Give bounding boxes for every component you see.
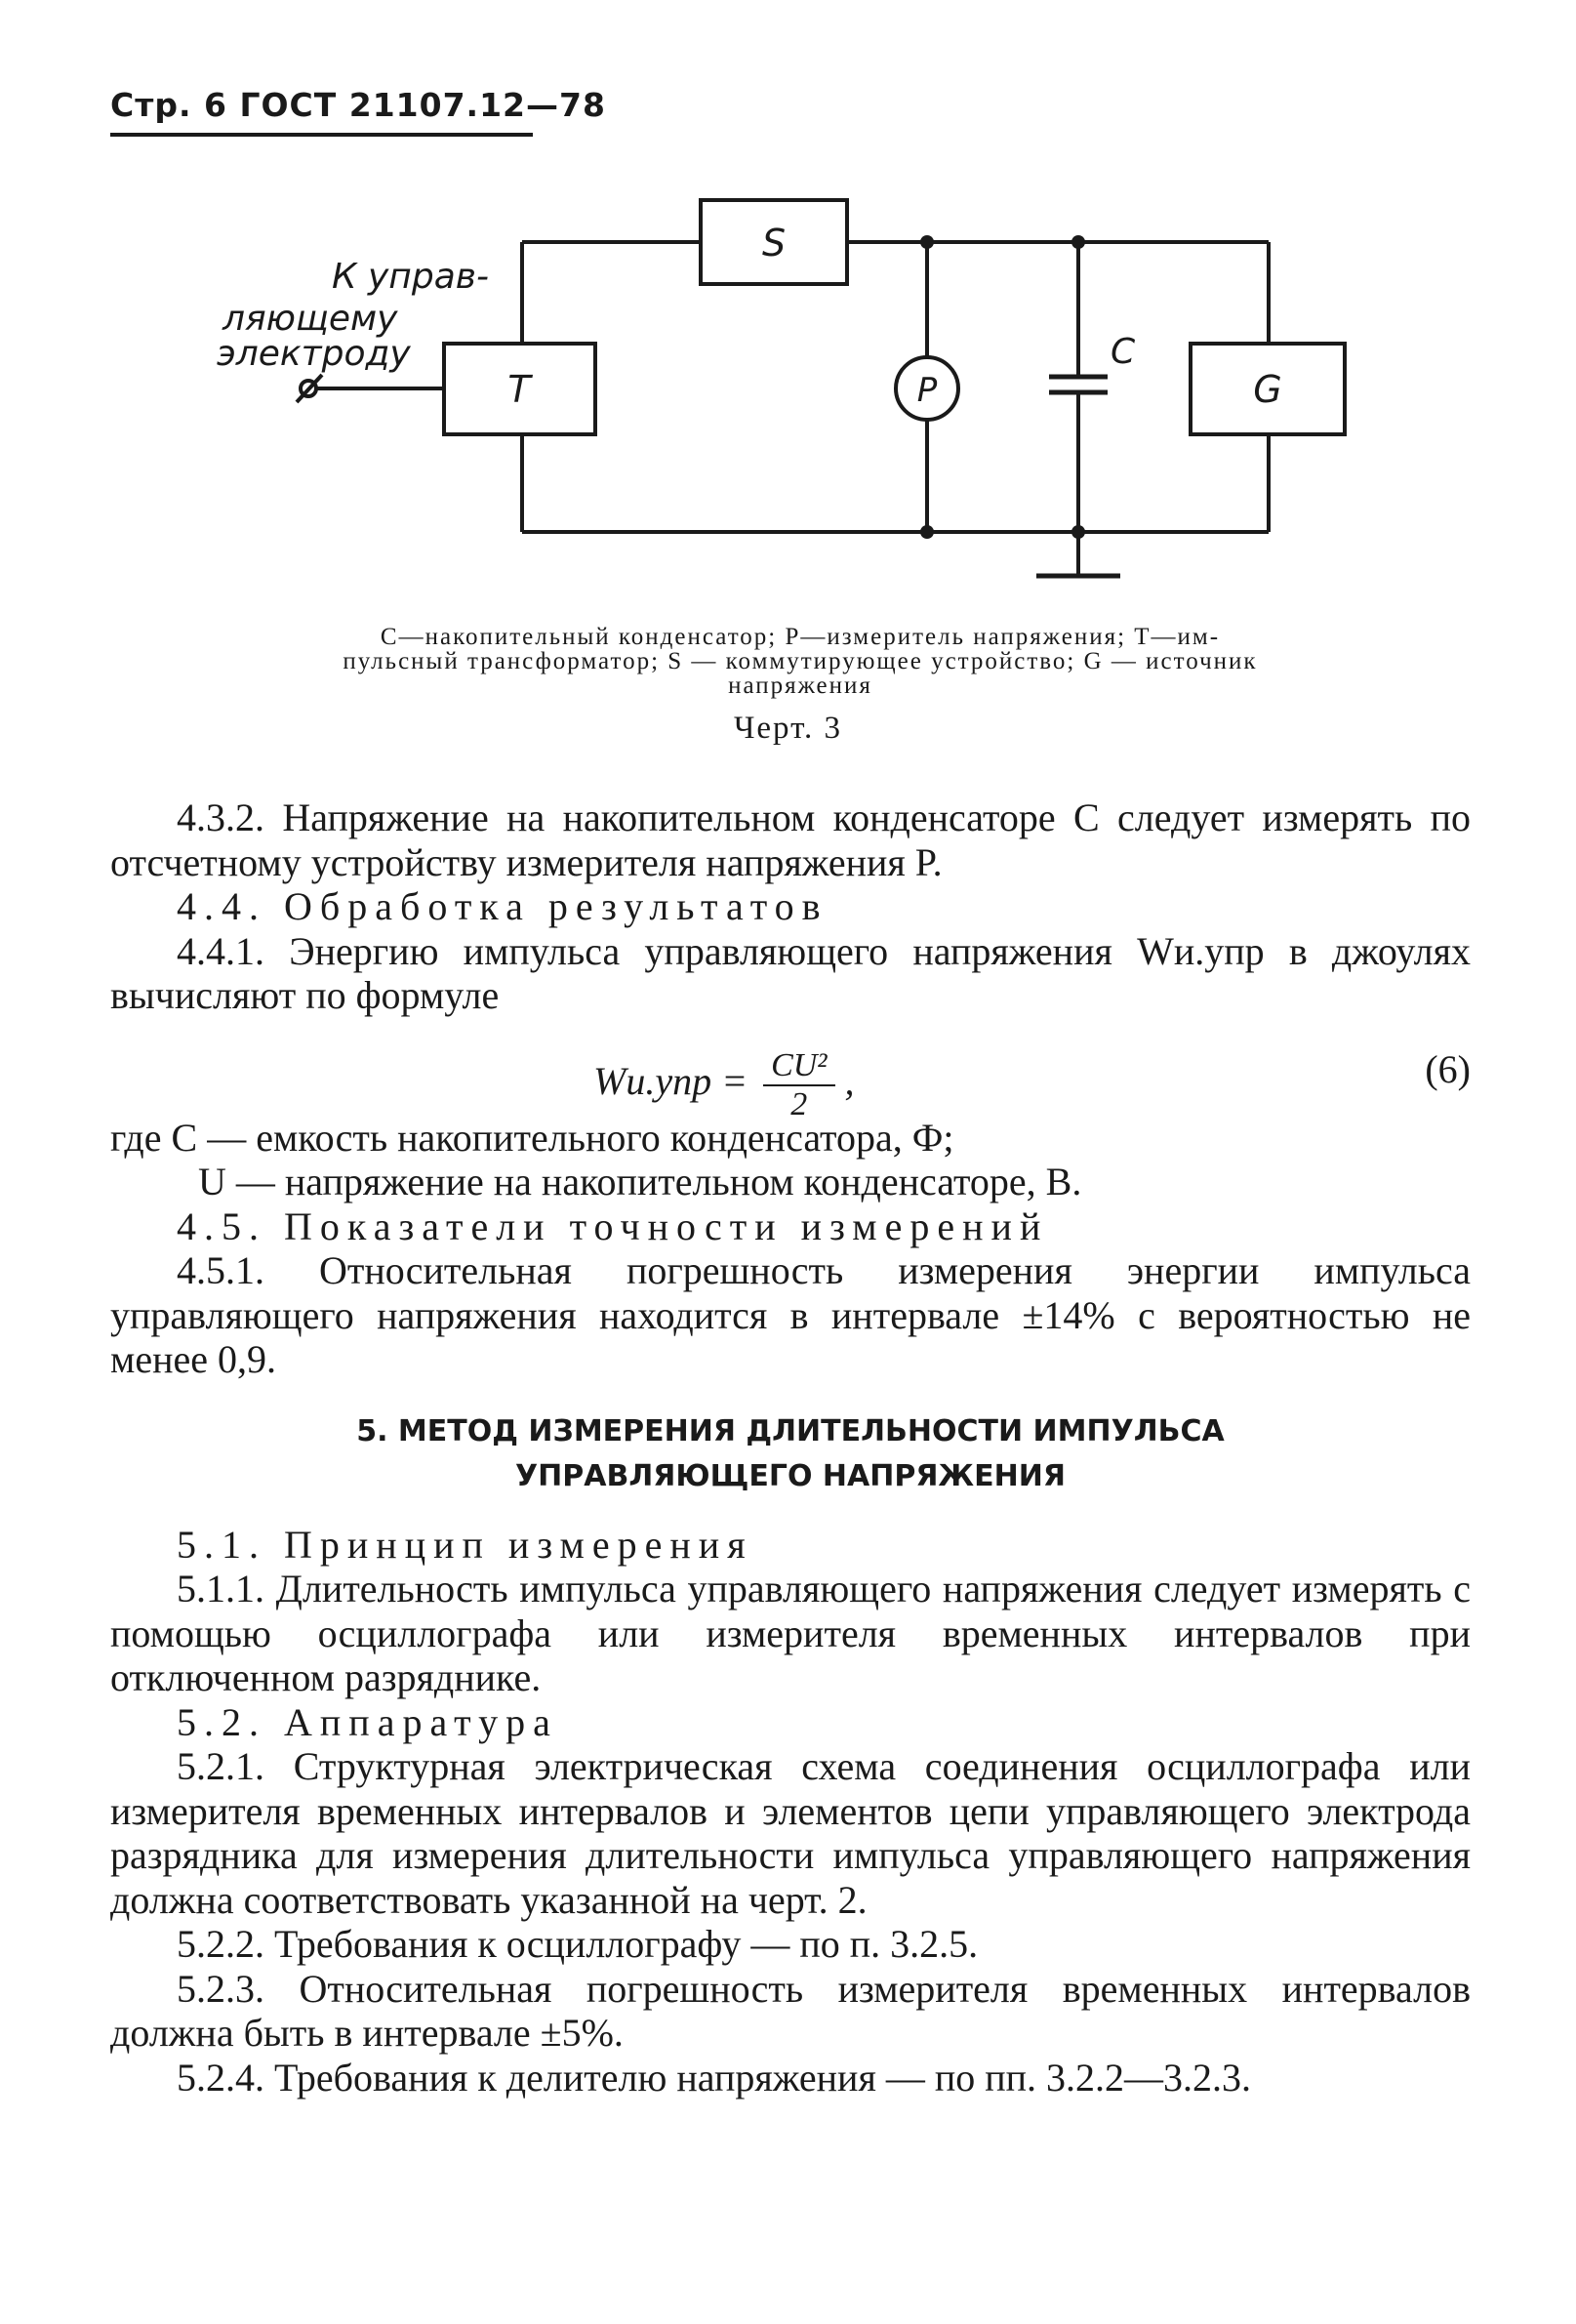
caption-line: напряжения	[728, 673, 872, 699]
where-c: где С — емкость накопительного конденсатора, Ф;	[110, 1115, 954, 1160]
caption-line: С—накопительный конденсатор; Р—измеритель напряжения; Т—им-	[380, 624, 1221, 650]
paragraph-5-2-2: 5.2.2. Требования к осциллографу — по п. 3.2.5.	[177, 1922, 979, 1966]
paragraph-4-5-1: 4.5.1. Относительная погрешность измерения энергии импульса управляющего напряжения находится в интервале ±14% с вероятностью не менее 0,9.	[110, 1248, 1471, 1381]
paragraph-4-3-2: 4.3.2. Напряжение на накопительном конденсаторе C следует измерять по отсчетному устройству измерителя напряжения P.	[110, 795, 1471, 884]
formula-eq: =	[721, 1058, 748, 1103]
page-header: Стр. 6 ГОСТ 21107.12—78	[110, 86, 606, 124]
body-text-upper	[110, 795, 1471, 2100]
section-5-heading-line1: 5. МЕТОД ИЗМЕРЕНИЯ ДЛИТЕЛЬНОСТИ ИМПУЛЬСА	[356, 1413, 1225, 1448]
junction-dot	[1071, 235, 1085, 249]
paragraph-5-2-3: 5.2.3. Относительная погрешность измерителя временных интервалов должна быть в интервале ±5%.	[110, 1966, 1471, 2055]
paragraph-5-1-1: 5.1.1. Длительность импульса управляющего напряжения следует измерять с помощью осциллографа или измерителя временных интервалов при отключенном разряднике.	[110, 1567, 1471, 1699]
formula-lhs: Wи.упр	[593, 1058, 712, 1103]
subheading-4-4: 4.4. Обработка результатов	[177, 884, 828, 928]
junction-dot	[920, 525, 934, 539]
header-rule	[110, 133, 533, 137]
formula-denominator: 2	[790, 1085, 808, 1122]
section-5-heading	[110, 1409, 1471, 1499]
figure-caption	[195, 625, 1405, 698]
formula-6	[110, 1018, 1471, 1122]
formula-number: (6)	[1425, 1046, 1471, 1091]
input-label-line1: К управ-	[332, 257, 489, 297]
section-5-heading-line2: УПРАВЛЯЮЩЕГО НАПРЯЖЕНИЯ	[515, 1458, 1066, 1493]
circuit-schematic	[0, 146, 1576, 615]
where-u: U — напряжение на накопительном конденсаторе, В.	[198, 1160, 1082, 1203]
label-t: T	[507, 368, 531, 411]
input-label-line3: электроду	[217, 334, 411, 374]
label-c: C	[1111, 332, 1136, 372]
formula-comma: ,	[844, 1058, 855, 1103]
junction-dot	[1071, 525, 1085, 539]
subheading-5-2: 5.2. Аппаратура	[177, 1699, 558, 1744]
formula-expression	[593, 1047, 855, 1123]
paragraph-5-2-4: 5.2.4. Требования к делителю напряжения — по пп. 3.2.2—3.2.3.	[177, 2055, 1252, 2100]
figure-label: Черт. 3	[733, 711, 843, 746]
label-p: P	[916, 371, 938, 410]
input-label-line2: ляющему	[222, 299, 398, 339]
formula-numerator: CU²	[763, 1047, 834, 1086]
subheading-4-5: 4.5. Показатели точности измерений	[177, 1203, 1049, 1248]
subheading-5-1: 5.1. Принцип измерения	[177, 1522, 753, 1567]
formula-fraction	[763, 1047, 834, 1123]
paragraph-5-2-1: 5.2.1. Структурная электрическая схема соединения осциллографа или измерителя временных интервалов и элементов цепи управляющего электрода разрядника для измерения длительности импульса управляющего напряжения должна соответствовать указанной на черт. 2.	[110, 1744, 1471, 1922]
label-s: S	[761, 222, 787, 265]
caption-line: пульсный трансформатор; S — коммутирующее устройство; G — источник	[343, 648, 1258, 674]
paragraph-4-4-1: 4.4.1. Энергию импульса управляющего напряжения Wи.упр в джоулях вычисляют по формуле	[110, 928, 1471, 1017]
label-g: G	[1253, 368, 1282, 411]
junction-dot	[920, 235, 934, 249]
